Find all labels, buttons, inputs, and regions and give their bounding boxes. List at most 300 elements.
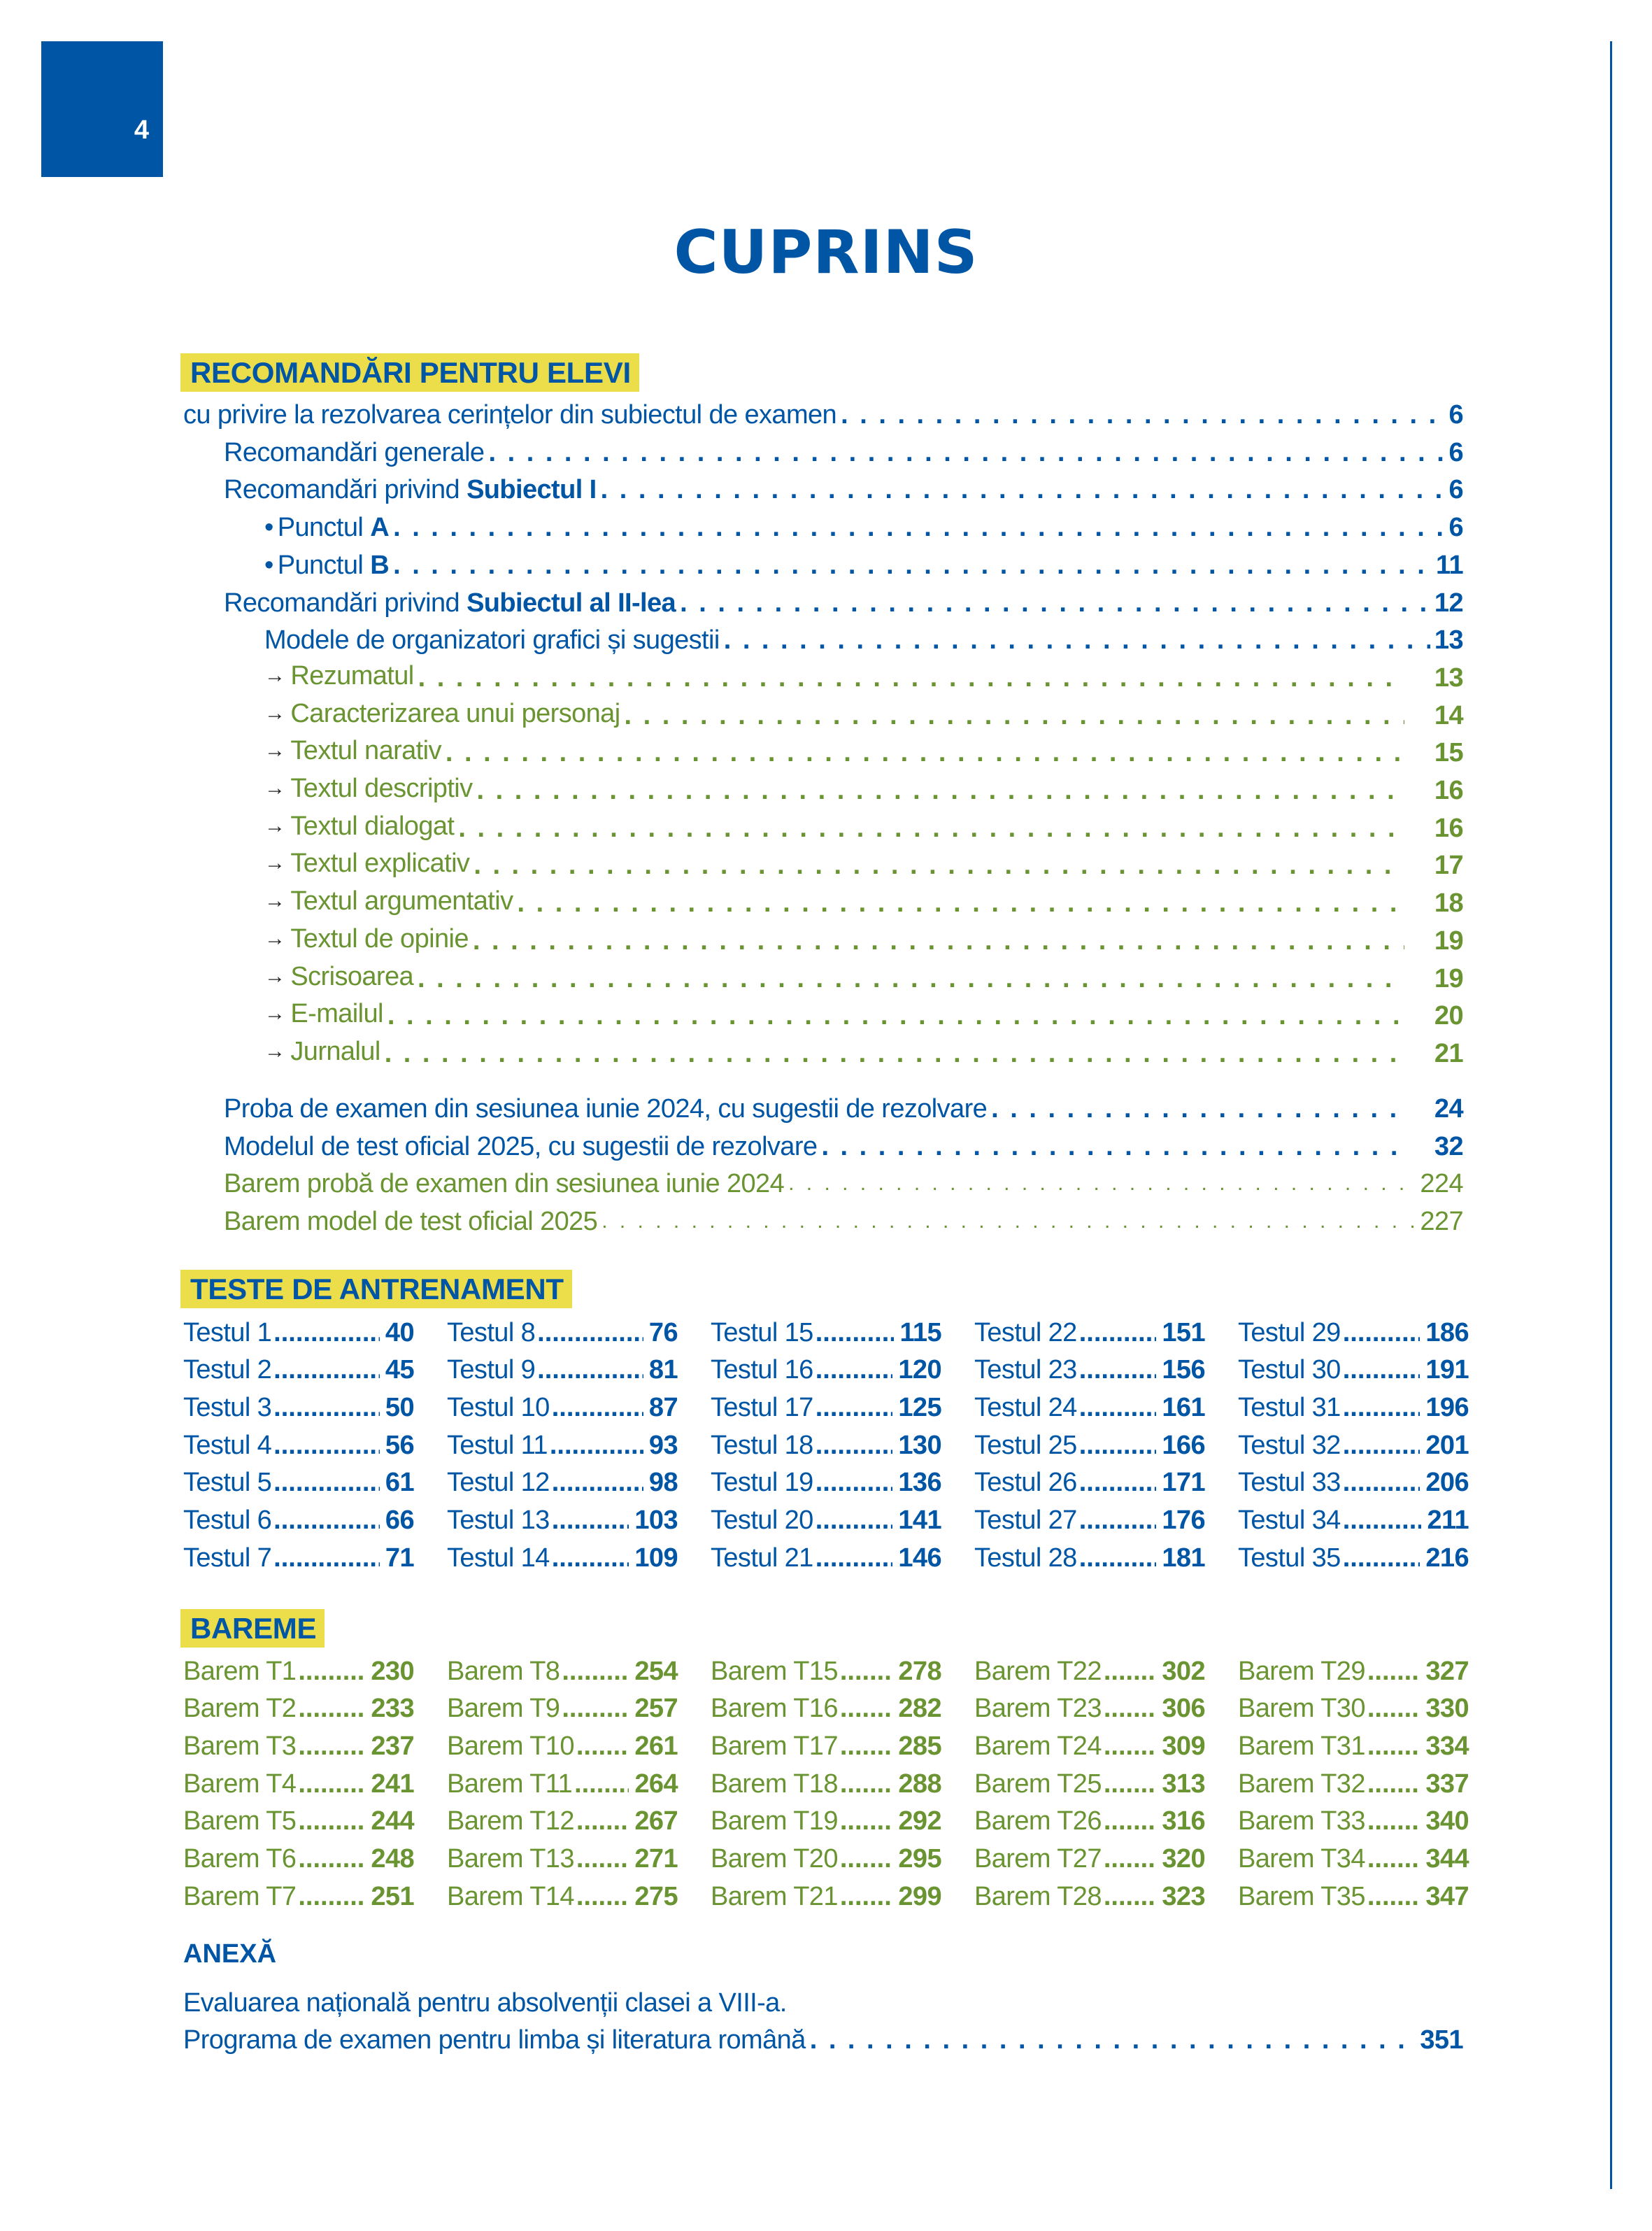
dot-leader: [273, 1428, 380, 1463]
toc-page: 351: [1420, 2025, 1463, 2055]
grid-entry[interactable]: [447, 1651, 678, 1689]
toc-label-text: Textul explicativ: [290, 849, 470, 879]
toc-label-text: Textul dialogat: [290, 811, 455, 841]
entry-label: Barem T28: [974, 1881, 1102, 1911]
grid-entry[interactable]: [974, 1876, 1205, 1914]
dot-leader: [552, 1390, 643, 1425]
entry-page: 295: [898, 1844, 941, 1874]
dot-leader: [273, 1541, 380, 1575]
entry-label: Barem T19: [711, 1806, 838, 1836]
grid-entry[interactable]: [1238, 1538, 1469, 1575]
entry-label: Testul 8: [447, 1317, 536, 1347]
entry-label: Testul 32: [1238, 1430, 1341, 1460]
dot-leader: [816, 1428, 893, 1463]
arrow-right-icon: →: [264, 1002, 285, 1026]
toc-page: 17: [1434, 851, 1463, 881]
dot-leader: [840, 1766, 893, 1801]
toc-label: Programa de examen pentru limba și literatura română: [183, 2025, 806, 2055]
dot-leader: [576, 1729, 629, 1764]
toc-label: [264, 884, 513, 921]
dot-leader: [816, 1465, 893, 1500]
entry-page: 166: [1162, 1430, 1205, 1460]
toc-label: [264, 771, 473, 808]
entry-page: 45: [385, 1355, 414, 1385]
grid-entry[interactable]: [183, 1350, 414, 1388]
dot-leader: [576, 1879, 629, 1914]
entry-label: Barem T4: [183, 1769, 297, 1799]
grid-entry[interactable]: [183, 1876, 414, 1914]
entry-page: 261: [634, 1731, 678, 1762]
entry-page: 306: [1162, 1694, 1205, 1724]
toc-label-bold: A: [370, 513, 390, 543]
grid-entry[interactable]: [711, 1538, 941, 1575]
toc-page: 6: [1448, 475, 1463, 505]
entry-label: Barem T25: [974, 1769, 1102, 1799]
grid-entry[interactable]: [711, 1463, 941, 1501]
toc-entry-anexa[interactable]: [183, 2023, 1463, 2058]
toc-entry[interactable]: [264, 623, 1463, 658]
toc-label: [224, 1091, 987, 1126]
grid-entry[interactable]: [447, 1689, 678, 1727]
toc-page: 6: [1448, 513, 1463, 543]
teste-grid: [183, 1312, 1470, 1575]
dot-leader: [840, 1879, 893, 1914]
dot-leader: [1367, 1804, 1420, 1839]
grid-entry[interactable]: [183, 1801, 414, 1839]
grid-entry[interactable]: [1238, 1689, 1469, 1727]
entry-label: Testul 15: [711, 1317, 813, 1347]
toc-entry[interactable]: [264, 848, 1463, 883]
dot-leader: [562, 1691, 629, 1726]
entry-label: Barem T6: [183, 1844, 297, 1874]
toc-entry[interactable]: [224, 1129, 1463, 1164]
entry-page: 340: [1425, 1806, 1469, 1836]
toc-entry[interactable]: [264, 998, 1463, 1033]
dot-leader: [552, 1465, 643, 1500]
entry-label: Barem T31: [1238, 1731, 1365, 1762]
entry-page: 323: [1162, 1881, 1205, 1911]
toc-label-text: Textul narativ: [290, 736, 441, 766]
toc-page: 24: [1434, 1094, 1463, 1124]
entry-label: Testul 28: [974, 1543, 1077, 1573]
grid-entry[interactable]: [711, 1689, 941, 1727]
entry-page: 230: [371, 1656, 414, 1686]
toc-page: 16: [1434, 776, 1463, 805]
toc-label-text: Recomandări generale: [224, 437, 485, 467]
dot-leader: [298, 1841, 365, 1876]
grid-entry[interactable]: [1238, 1425, 1469, 1463]
entry-page: 254: [634, 1656, 678, 1686]
dot-leader: [273, 1315, 380, 1350]
arrow-right-icon: →: [264, 851, 285, 875]
toc-page: 227: [1420, 1207, 1463, 1237]
dot-leader: [816, 1503, 893, 1538]
grid-entry[interactable]: [974, 1726, 1205, 1764]
toc-entry[interactable]: [224, 1091, 1463, 1126]
dot-leader: [1367, 1654, 1420, 1689]
entry-label: Barem T8: [447, 1656, 560, 1686]
dot-leader: [385, 1036, 1404, 1071]
entry-page: 244: [371, 1806, 414, 1836]
entry-label: Barem T24: [974, 1731, 1102, 1762]
grid-entry[interactable]: [447, 1387, 678, 1425]
grid-entry[interactable]: [1238, 1726, 1469, 1764]
entry-page: 275: [634, 1881, 678, 1911]
bullet-icon: •: [264, 513, 273, 543]
entry-page: 288: [898, 1769, 941, 1799]
grid-entry[interactable]: [711, 1425, 941, 1463]
entry-label: Testul 4: [183, 1430, 272, 1460]
grid-entry[interactable]: [974, 1350, 1205, 1388]
toc-entry[interactable]: [264, 698, 1463, 733]
grid-entry[interactable]: [711, 1312, 941, 1350]
dot-leader: [816, 1390, 893, 1425]
grid-entry[interactable]: [1238, 1839, 1469, 1876]
dot-leader: [1367, 1729, 1420, 1764]
grid-entry[interactable]: [183, 1463, 414, 1501]
dot-leader: [1079, 1428, 1157, 1463]
grid-entry[interactable]: [974, 1500, 1205, 1538]
grid-entry[interactable]: [1238, 1876, 1469, 1914]
grid-entry[interactable]: [711, 1876, 941, 1914]
dot-leader: [840, 1804, 893, 1839]
grid-entry[interactable]: [711, 1350, 941, 1388]
entry-page: 141: [898, 1506, 941, 1536]
grid-entry[interactable]: [974, 1764, 1205, 1801]
dot-leader: [840, 1691, 893, 1726]
entry-label: Barem T27: [974, 1844, 1102, 1874]
dot-leader: [576, 1804, 629, 1839]
grid-entry[interactable]: [183, 1689, 414, 1727]
entry-label: Testul 7: [183, 1543, 272, 1573]
entry-label: Testul 34: [1238, 1506, 1341, 1536]
grid-entry[interactable]: [711, 1651, 941, 1689]
toc-page: 11: [1436, 550, 1463, 580]
dot-leader: [1367, 1766, 1420, 1801]
grid-entry[interactable]: [1238, 1463, 1469, 1501]
toc-entry[interactable]: [224, 472, 1463, 507]
entry-label: Barem T3: [183, 1731, 297, 1762]
toc-page: 6: [1448, 437, 1463, 467]
toc-page: 19: [1434, 926, 1463, 956]
dot-leader: [788, 1166, 1416, 1201]
dot-leader: [821, 1129, 1404, 1164]
entry-page: 66: [385, 1506, 414, 1536]
entry-page: 146: [898, 1543, 941, 1573]
grid-entry[interactable]: [974, 1463, 1205, 1501]
toc-label: [264, 696, 620, 733]
entry-label: Barem T22: [974, 1656, 1102, 1686]
arrow-right-icon: →: [264, 777, 285, 800]
entry-label: Barem T1: [183, 1656, 297, 1686]
toc-entry[interactable]: [264, 735, 1463, 770]
entry-label: Testul 6: [183, 1506, 272, 1536]
entry-label: Barem T10: [447, 1731, 574, 1762]
toc-label-text: Textul de opinie: [290, 923, 469, 954]
toc-entry[interactable]: [264, 660, 1463, 695]
dot-leader: [816, 1315, 895, 1350]
grid-entry[interactable]: [447, 1839, 678, 1876]
entry-label: Barem T30: [1238, 1694, 1365, 1724]
dot-leader: [298, 1879, 365, 1914]
toc-entry[interactable]: [264, 923, 1463, 958]
toc-entry[interactable]: [264, 811, 1463, 846]
margin-rule: [1610, 41, 1612, 2189]
grid-entry[interactable]: [1238, 1801, 1469, 1839]
dot-leader: [273, 1352, 380, 1387]
entry-page: 186: [1425, 1317, 1469, 1347]
entry-page: 56: [385, 1430, 414, 1460]
entry-label: Barem T33: [1238, 1806, 1365, 1836]
dot-leader: [473, 848, 1404, 883]
entry-page: 125: [898, 1393, 941, 1423]
entry-label: Testul 25: [974, 1430, 1077, 1460]
grid-entry[interactable]: [974, 1801, 1205, 1839]
grid-entry[interactable]: [974, 1387, 1205, 1425]
section-heading-recomandari: RECOMANDĂRI PENTRU ELEVI: [180, 353, 639, 392]
dot-leader: [1367, 1879, 1420, 1914]
toc-entry-intro[interactable]: [183, 397, 1463, 432]
entry-label: Testul 3: [183, 1393, 272, 1423]
dot-leader: [1104, 1654, 1157, 1689]
entry-label: Barem T13: [447, 1844, 574, 1874]
entry-page: 171: [1162, 1468, 1205, 1498]
dot-leader: [840, 1654, 893, 1689]
dot-leader: [574, 1766, 629, 1801]
toc-entry[interactable]: [224, 586, 1463, 621]
grid-entry[interactable]: [183, 1387, 414, 1425]
toc-label-text: Rezumatul: [290, 660, 414, 690]
toc-page: 224: [1420, 1169, 1463, 1199]
toc-label: [264, 658, 414, 695]
entry-page: 299: [898, 1881, 941, 1911]
grid-entry[interactable]: [183, 1312, 414, 1350]
toc-label-text: Recomandări privind: [224, 475, 467, 505]
grid-entry[interactable]: [711, 1387, 941, 1425]
entry-page: 93: [648, 1430, 678, 1460]
entry-page: 136: [898, 1468, 941, 1498]
grid-entry[interactable]: [183, 1500, 414, 1538]
entry-page: 251: [371, 1881, 414, 1911]
grid-entry[interactable]: [447, 1425, 678, 1463]
toc-label-text: Barem model de test oficial 2025: [224, 1207, 598, 1237]
entry-label: Barem T34: [1238, 1844, 1365, 1874]
dot-leader: [816, 1352, 893, 1387]
grid-entry[interactable]: [711, 1801, 941, 1839]
entry-page: 211: [1427, 1506, 1469, 1536]
entry-page: 161: [1162, 1393, 1205, 1423]
entry-page: 292: [898, 1806, 941, 1836]
grid-entry[interactable]: [711, 1839, 941, 1876]
toc-label-text: Barem probă de examen din sesiunea iunie 2024: [224, 1169, 785, 1199]
entry-page: 302: [1162, 1656, 1205, 1686]
entry-label: Barem T12: [447, 1806, 574, 1836]
entry-page: 156: [1162, 1355, 1205, 1385]
dot-leader: [418, 660, 1404, 695]
grid-entry[interactable]: [183, 1839, 414, 1876]
entry-label: Barem T20: [711, 1844, 838, 1874]
toc-label-bold: B: [370, 550, 390, 580]
entry-page: 237: [371, 1731, 414, 1762]
entry-label: Barem T32: [1238, 1769, 1365, 1799]
entry-page: 130: [898, 1430, 941, 1460]
grid-entry[interactable]: [183, 1425, 414, 1463]
grid-entry[interactable]: [711, 1726, 941, 1764]
grid-entry[interactable]: [974, 1839, 1205, 1876]
grid-entry[interactable]: [1238, 1387, 1469, 1425]
toc-page: 16: [1434, 813, 1463, 843]
arrow-right-icon: →: [264, 701, 285, 725]
page-number-tab: [41, 41, 163, 177]
toc-label: [264, 846, 469, 883]
grid-entry[interactable]: [974, 1312, 1205, 1350]
dot-leader: [393, 510, 1444, 545]
entry-label: Barem T17: [711, 1731, 838, 1762]
dot-leader: [1343, 1390, 1420, 1425]
entry-label: Testul 35: [1238, 1543, 1341, 1573]
dot-leader: [1104, 1691, 1157, 1726]
bullet-icon: •: [264, 550, 273, 580]
dot-leader: [387, 998, 1404, 1033]
toc-label-text: E-mailul: [290, 999, 383, 1029]
toc-entry[interactable]: [264, 1036, 1463, 1071]
toc-entry[interactable]: [224, 1204, 1463, 1239]
grid-entry[interactable]: [974, 1689, 1205, 1727]
entry-page: 316: [1162, 1806, 1205, 1836]
entry-page: 76: [648, 1317, 678, 1347]
entry-page: 271: [634, 1844, 678, 1874]
anexa-line-1: Evaluarea națională pentru absolvenții clasei a VIII-a.: [183, 1988, 787, 2018]
entry-page: 334: [1425, 1731, 1469, 1762]
grid-entry[interactable]: [447, 1463, 678, 1501]
dot-leader: [1079, 1315, 1157, 1350]
grid-entry[interactable]: [1238, 1312, 1469, 1350]
section-heading-bareme: BAREME: [180, 1609, 325, 1648]
toc-page: 14: [1434, 700, 1463, 730]
entry-page: 196: [1425, 1393, 1469, 1423]
toc-entry[interactable]: [224, 435, 1463, 470]
toc-label-text: Textul descriptiv: [290, 774, 473, 803]
dot-leader: [273, 1465, 380, 1500]
entry-page: 267: [634, 1806, 678, 1836]
entry-label: Testul 31: [1238, 1393, 1341, 1423]
toc-label: [264, 510, 389, 545]
grid-entry[interactable]: [1238, 1500, 1469, 1538]
dot-leader: [816, 1541, 893, 1575]
entry-label: Barem T7: [183, 1881, 297, 1911]
entry-page: 71: [385, 1543, 414, 1573]
grid-entry[interactable]: [183, 1651, 414, 1689]
arrow-right-icon: →: [264, 964, 285, 988]
entry-label: Testul 5: [183, 1468, 272, 1498]
entry-page: 264: [634, 1769, 678, 1799]
bareme-grid: [183, 1651, 1470, 1914]
toc-entry[interactable]: [264, 510, 1463, 545]
toc-entry[interactable]: [264, 886, 1463, 921]
entry-label: Barem T11: [447, 1769, 573, 1799]
dot-leader: [1104, 1841, 1157, 1876]
dot-leader: [473, 923, 1404, 958]
dot-leader: [1079, 1465, 1157, 1500]
grid-entry[interactable]: [183, 1764, 414, 1801]
grid-entry[interactable]: [447, 1876, 678, 1914]
dot-leader: [393, 548, 1432, 583]
entry-page: 50: [385, 1393, 414, 1423]
entry-label: Testul 26: [974, 1468, 1077, 1498]
entry-page: 216: [1425, 1543, 1469, 1573]
dot-leader: [273, 1503, 380, 1538]
toc-entry[interactable]: [264, 961, 1463, 996]
entry-page: 206: [1425, 1468, 1469, 1498]
toc-page: 13: [1434, 625, 1463, 656]
entry-page: 81: [648, 1355, 678, 1385]
dot-leader: [1079, 1503, 1157, 1538]
grid-entry[interactable]: [711, 1500, 941, 1538]
grid-entry[interactable]: [711, 1764, 941, 1801]
entry-page: 309: [1162, 1731, 1205, 1762]
toc-entry[interactable]: [264, 548, 1463, 583]
arrow-right-icon: →: [264, 1039, 285, 1063]
entry-label: Testul 30: [1238, 1355, 1341, 1385]
toc-label: [264, 996, 383, 1033]
grid-entry[interactable]: [447, 1350, 678, 1388]
entry-page: 181: [1162, 1543, 1205, 1573]
entry-page: 40: [385, 1317, 414, 1347]
grid-entry[interactable]: [447, 1726, 678, 1764]
toc-label: [264, 548, 389, 583]
entry-label: Testul 1: [183, 1317, 272, 1347]
grid-entry[interactable]: [974, 1538, 1205, 1575]
grid-entry[interactable]: [447, 1801, 678, 1839]
toc-label-bold: Subiectul I: [467, 475, 597, 505]
entry-label: Testul 2: [183, 1355, 272, 1385]
grid-entry[interactable]: [183, 1726, 414, 1764]
entry-label: Testul 24: [974, 1393, 1077, 1423]
toc-label: [264, 733, 441, 770]
entry-page: 98: [648, 1468, 678, 1498]
arrow-right-icon: →: [264, 739, 285, 763]
toc-entry[interactable]: [224, 1166, 1463, 1201]
grid-entry[interactable]: [1238, 1651, 1469, 1689]
entry-label: Barem T16: [711, 1694, 838, 1724]
dot-leader: [840, 1729, 893, 1764]
entry-label: Barem T15: [711, 1656, 838, 1686]
toc-page: 32: [1434, 1131, 1463, 1161]
dot-leader: [1104, 1729, 1157, 1764]
toc-page: 21: [1434, 1038, 1463, 1068]
grid-entry[interactable]: [447, 1312, 678, 1350]
dot-leader: [1367, 1691, 1420, 1726]
grid-entry[interactable]: [1238, 1350, 1469, 1388]
toc-page: 12: [1434, 588, 1463, 618]
entry-page: 327: [1425, 1656, 1469, 1686]
grid-entry[interactable]: [447, 1500, 678, 1538]
entry-label: Barem T35: [1238, 1881, 1365, 1911]
grid-entry[interactable]: [1238, 1764, 1469, 1801]
entry-label: Barem T26: [974, 1806, 1102, 1836]
toc-label: [224, 472, 597, 507]
grid-entry[interactable]: [447, 1764, 678, 1801]
dot-leader: [724, 623, 1430, 658]
grid-entry[interactable]: [974, 1425, 1205, 1463]
grid-entry[interactable]: [974, 1651, 1205, 1689]
entry-page: 347: [1425, 1881, 1469, 1911]
arrow-right-icon: →: [264, 663, 285, 687]
grid-entry[interactable]: [183, 1538, 414, 1575]
grid-entry[interactable]: [447, 1538, 678, 1575]
toc-entry[interactable]: [264, 773, 1463, 808]
toc-label-text: Punctul: [277, 550, 371, 580]
